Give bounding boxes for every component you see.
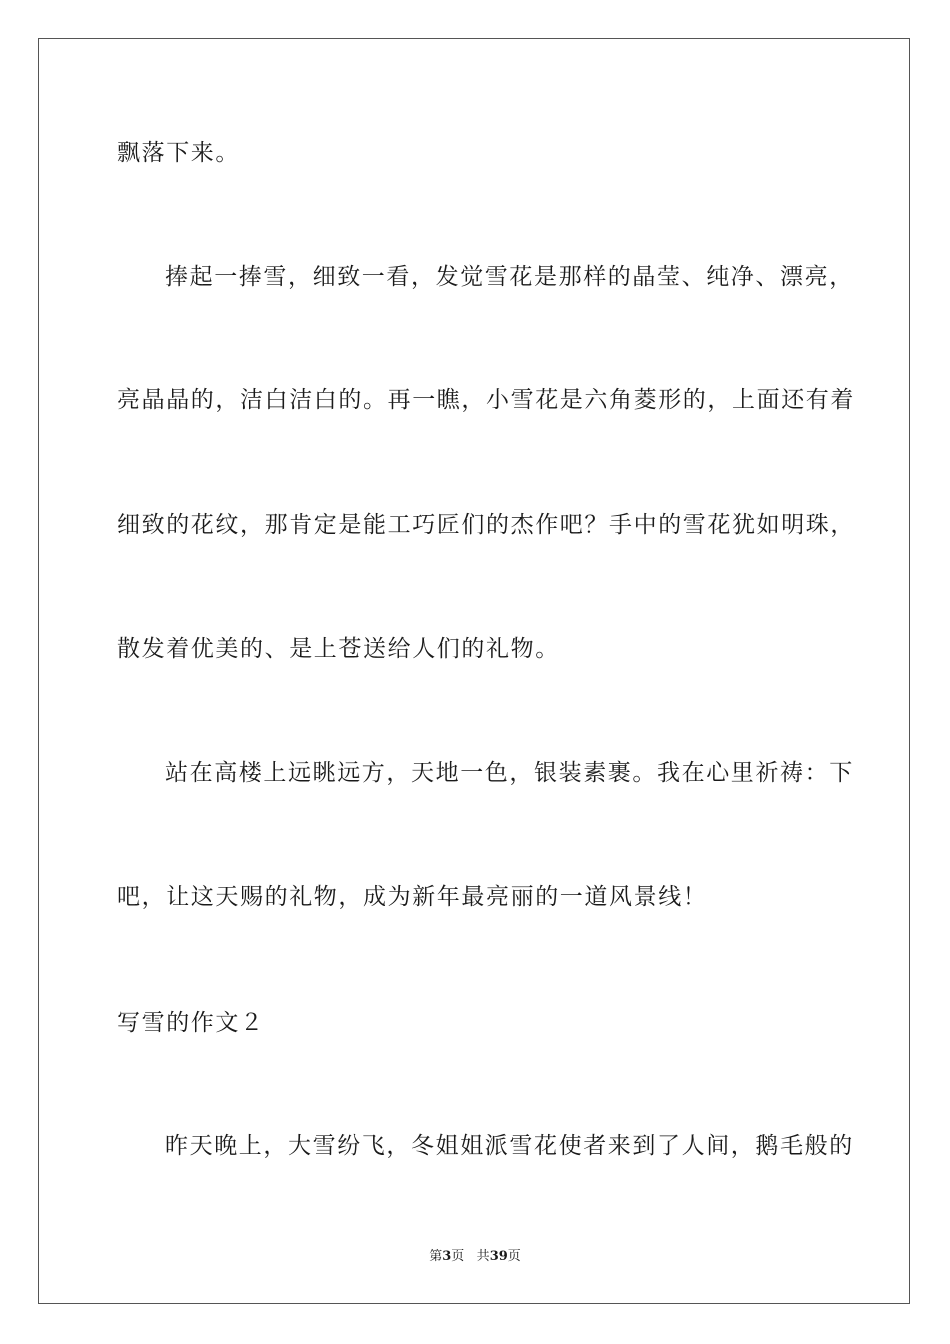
paragraph-line-6: 站在高楼上远眺远方，天地一色，银装素裹。我在心里祈祷：下	[165, 760, 854, 786]
paragraph-line-2: 捧起一捧雪，细致一看，发觉雪花是那样的晶莹、纯净、漂亮，	[165, 264, 854, 290]
total-suffix: 页	[507, 1249, 521, 1264]
total-pages: 39	[489, 1249, 508, 1264]
text-line-7: 吧，让这天赐的礼物，成为新年最亮丽的一道风景线！	[117, 884, 708, 910]
page-prefix: 第	[429, 1249, 443, 1264]
text-line-3: 亮晶晶的，洁白洁白的。再一瞧，小雪花是六角菱形的，上面还有着	[117, 387, 855, 413]
text-line-5: 散发着优美的、是上苍送给人们的礼物。	[117, 636, 560, 662]
paragraph-line-9: 昨天晚上，大雪纷飞，冬姐姐派雪花使者来到了人间，鹅毛般的	[165, 1133, 854, 1159]
section-heading: 写雪的作文２	[117, 1010, 265, 1036]
page-footer	[0, 1248, 950, 1266]
text-line-4: 细致的花纹，那肯定是能工巧匠们的杰作吧？手中的雪花犹如明珠，	[117, 512, 855, 538]
page-number: 3	[442, 1249, 452, 1264]
page-suffix: 页	[451, 1249, 465, 1264]
total-prefix: 共	[476, 1249, 490, 1264]
text-line-1: 飘落下来。	[117, 140, 240, 166]
page-border	[38, 38, 910, 1304]
